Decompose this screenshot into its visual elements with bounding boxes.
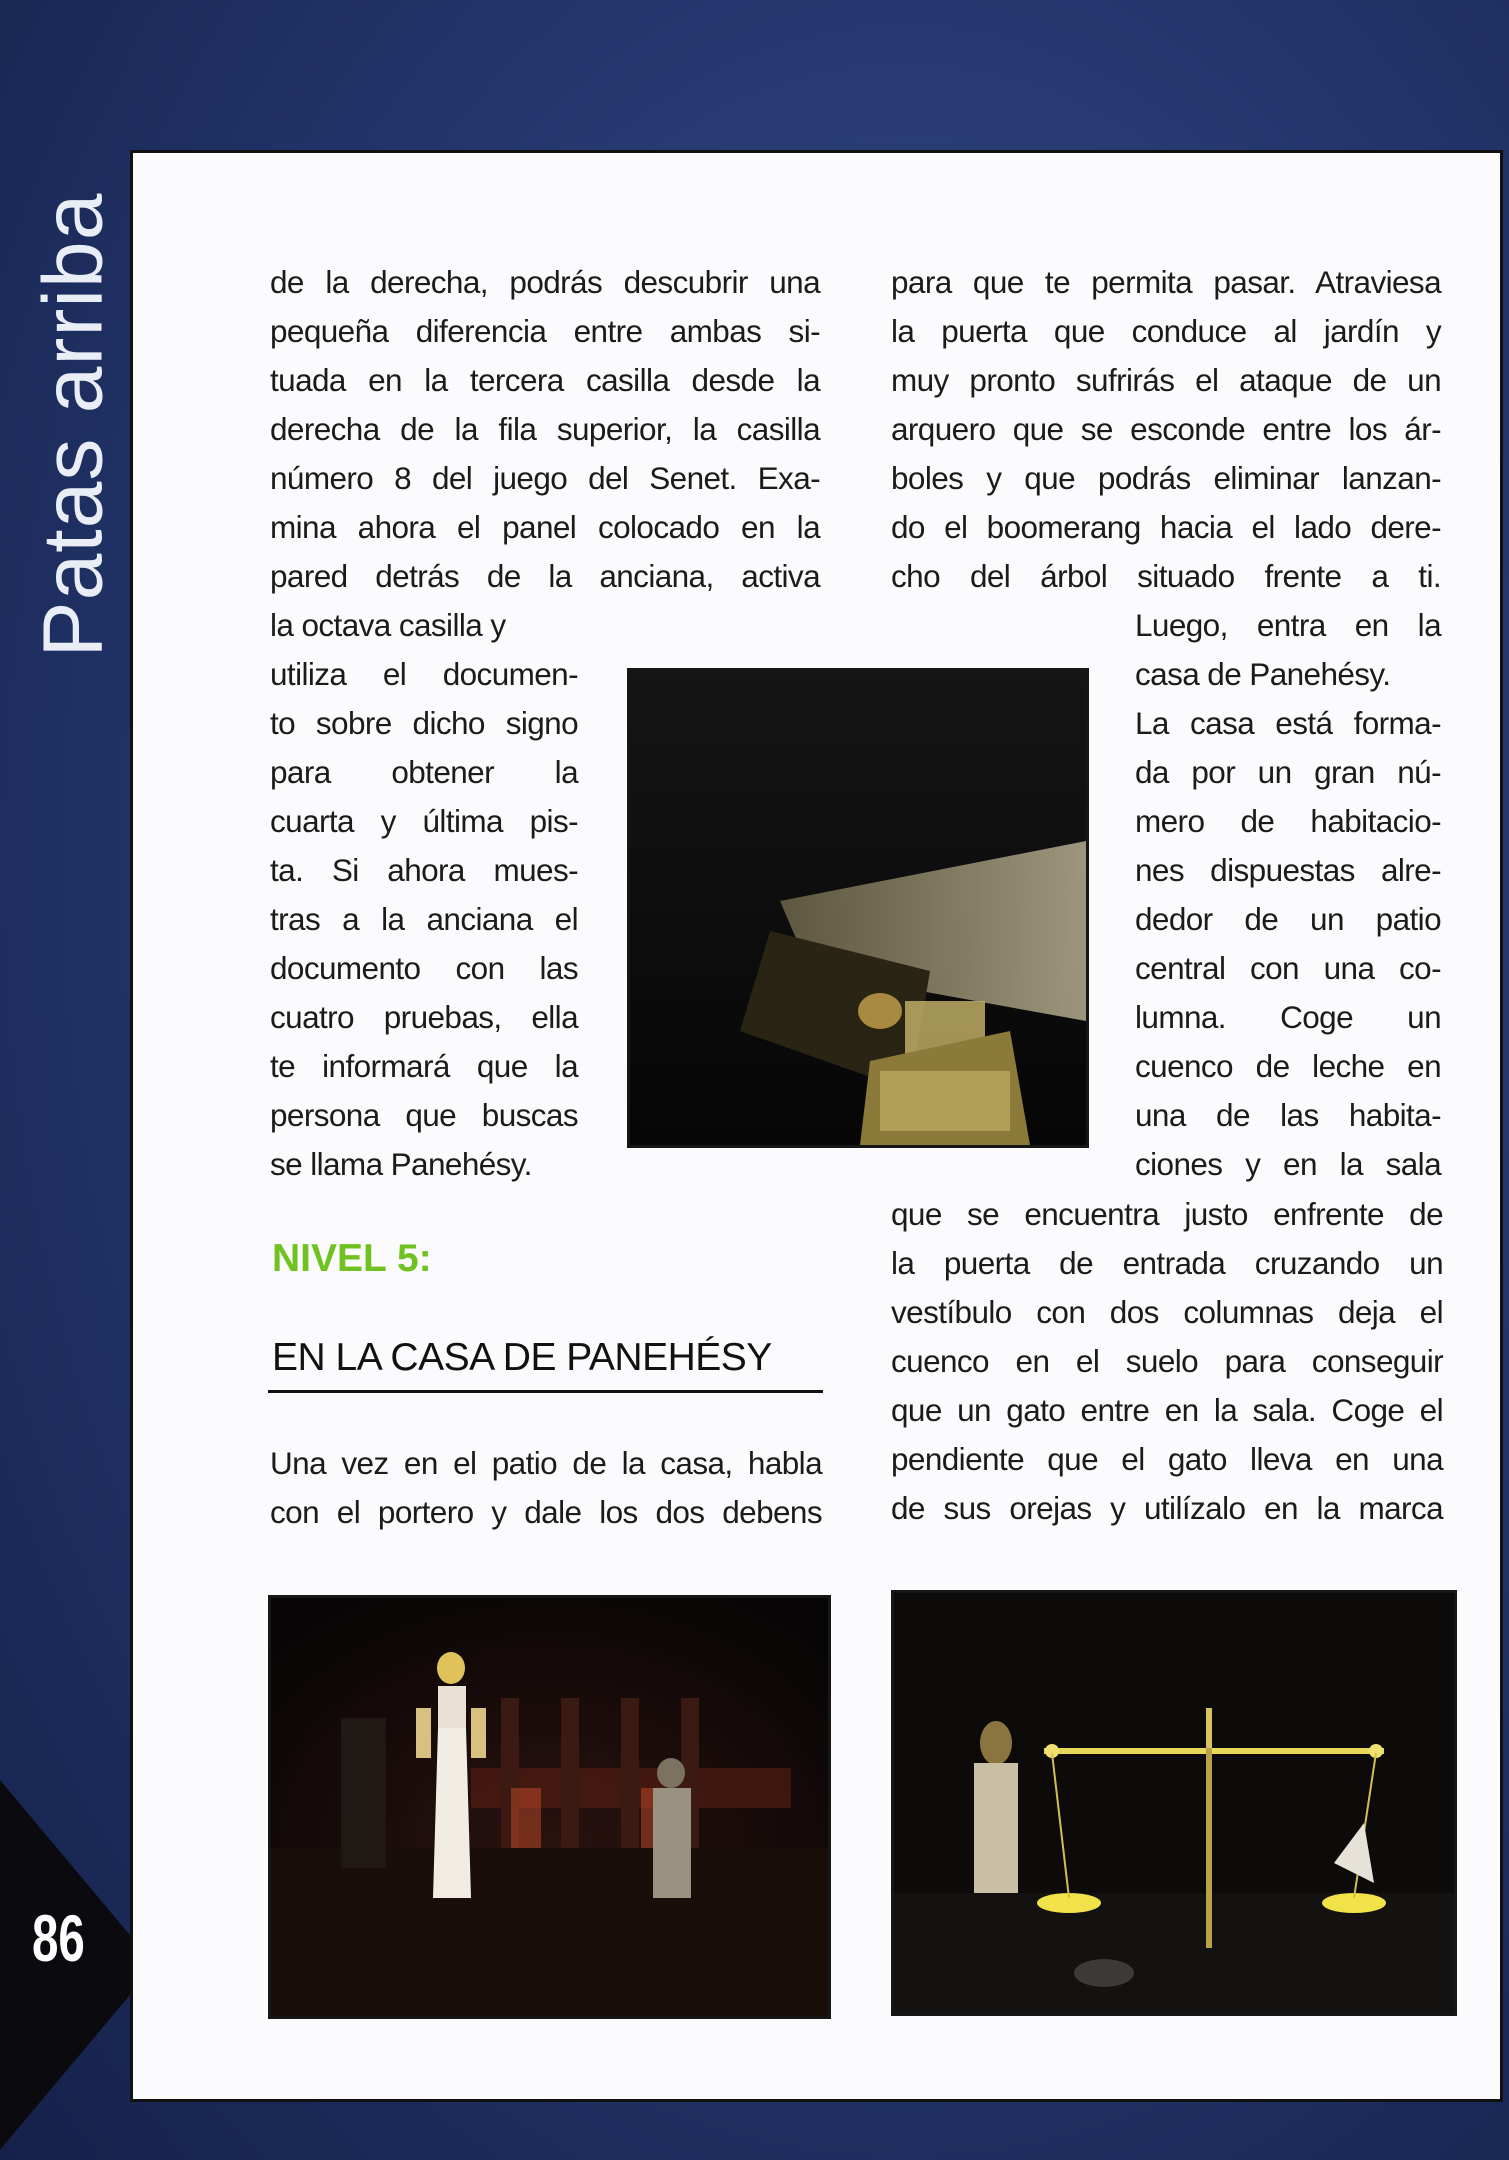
text-line: de sus orejas y utilízalo en la marca	[891, 1490, 1443, 1526]
text-line: tras a la anciana el	[270, 901, 578, 937]
col1-wrap-text	[270, 601, 578, 1189]
text-line: la puerta que conduce al jardín y	[891, 313, 1441, 349]
text-line: la octava casilla y	[270, 607, 506, 643]
text-line: do el boomerang hacia el lado dere-	[891, 509, 1441, 545]
text-line: dedor de un patio	[1135, 901, 1441, 937]
text-line: vestíbulo con dos columnas deja el	[891, 1294, 1443, 1330]
text-line: cuenco en el suelo para conseguir	[891, 1343, 1443, 1379]
text-line: para obtener la	[270, 754, 578, 790]
col1-top-text	[270, 258, 820, 601]
text-line: se llama Panehésy.	[270, 1146, 532, 1182]
level-name-heading: EN LA CASA DE PANEHÉSY	[272, 1336, 772, 1379]
section-title	[18, 145, 128, 705]
section-title-text: Patas arriba	[25, 192, 120, 658]
text-line: mero de habitacio-	[1135, 803, 1441, 839]
col2-wrap-text	[1135, 601, 1441, 1189]
text-line: ta. Si ahora mues-	[270, 852, 578, 888]
col2-top-text	[891, 258, 1441, 601]
text-line: mina ahora el panel colocado en la	[270, 509, 820, 545]
text-line: la puerta de entrada cruzando un	[891, 1245, 1443, 1281]
text-line: documento con las	[270, 950, 578, 986]
text-line: casa de Panehésy.	[1135, 656, 1391, 692]
text-line: para que te permita pasar. Atraviesa	[891, 264, 1441, 300]
text-line: to sobre dicho signo	[270, 705, 578, 741]
text-line: ciones y en la sala	[1135, 1146, 1441, 1182]
text-line: número 8 del juego del Senet. Exa-	[270, 460, 820, 496]
text-line: que un gato entre en la sala. Coge el	[891, 1392, 1443, 1428]
text-line: cuatro pruebas, ella	[270, 999, 578, 1035]
text-line: La casa está forma-	[1135, 705, 1441, 741]
game-screenshot-room	[627, 668, 1089, 1148]
text-line: que se encuentra justo enfrente de	[891, 1196, 1443, 1232]
text-line: Una vez en el patio de la casa, habla	[270, 1445, 822, 1481]
text-line: nes dispuestas alre-	[1135, 852, 1441, 888]
text-line: utiliza el documen-	[270, 656, 578, 692]
text-line: muy pronto sufrirás el ataque de un	[891, 362, 1441, 398]
text-line: persona que buscas	[270, 1097, 578, 1133]
col2-bottom-text	[891, 1190, 1443, 1533]
text-line: cuarta y última pis-	[270, 803, 578, 839]
text-line: cuenco de leche en	[1135, 1048, 1441, 1084]
text-line: arquero que se esconde entre los ár-	[891, 411, 1441, 447]
text-line: central con una co-	[1135, 950, 1441, 986]
page-number: 86	[32, 1901, 85, 1975]
text-line: tuada en la tercera casilla desde la	[270, 362, 820, 398]
text-line: pared detrás de la anciana, activa	[270, 558, 820, 594]
text-line: Luego, entra en la	[1135, 607, 1441, 643]
text-line: boles y que podrás eliminar lanzan-	[891, 460, 1441, 496]
game-screenshot-courtyard	[268, 1595, 831, 2019]
text-line: de la derecha, podrás descubrir una	[270, 264, 820, 300]
heading-divider	[268, 1390, 823, 1393]
game-screenshot-scales	[891, 1590, 1457, 2016]
level-heading: NIVEL 5:	[272, 1237, 432, 1280]
text-line: da por un gran nú-	[1135, 754, 1441, 790]
text-line: te informará que la	[270, 1048, 578, 1084]
text-line: derecha de la fila superior, la casilla	[270, 411, 820, 447]
text-line: una de las habita-	[1135, 1097, 1441, 1133]
text-line: lumna. Coge un	[1135, 999, 1441, 1035]
col1-bottom-text	[270, 1439, 822, 1537]
text-line: pendiente que el gato lleva en una	[891, 1441, 1443, 1477]
text-line: cho del árbol situado frente a ti.	[891, 558, 1441, 594]
text-line: pequeña diferencia entre ambas si-	[270, 313, 820, 349]
text-line: con el portero y dale los dos debens	[270, 1494, 822, 1530]
